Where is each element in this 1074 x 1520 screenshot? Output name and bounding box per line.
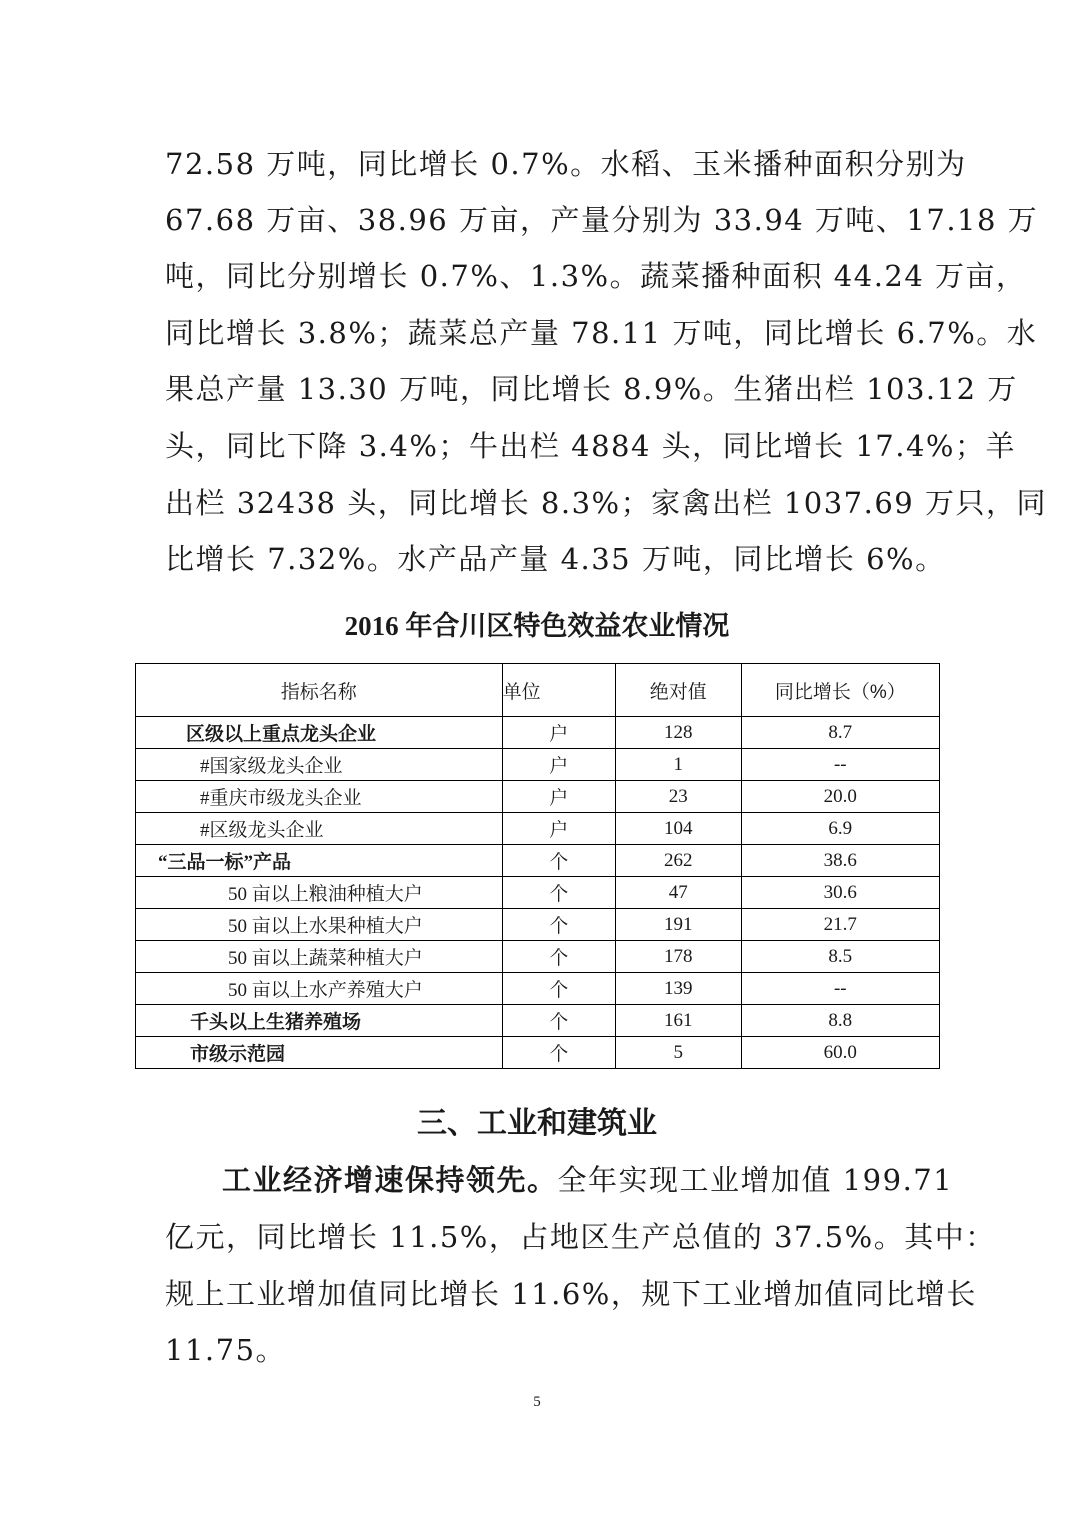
table-row [136, 941, 940, 973]
paragraph-line: 67.68 万亩、38.96 万亩，产量分别为 33.94 万吨、17.18 万 [165, 203, 1039, 237]
row-value: 191 [615, 909, 741, 941]
table-row [136, 1005, 940, 1037]
paragraph-line: 果总产量 13.30 万吨，同比增长 8.9%。生猪出栏 103.12 万 [165, 372, 1018, 406]
table-row [136, 717, 940, 749]
row-unit: 户 [502, 717, 615, 749]
paragraph-line: 比增长 7.32%。水产品产量 4.35 万吨，同比增长 6%。 [165, 542, 946, 576]
row-unit: 个 [502, 1005, 615, 1037]
page-number: 5 [533, 1394, 541, 1410]
row-unit: 户 [502, 749, 615, 781]
row-value: 47 [615, 877, 741, 909]
row-yoy: 20.0 [741, 781, 939, 813]
row-unit: 户 [502, 781, 615, 813]
row-unit: 个 [502, 909, 615, 941]
paragraph-line: 出栏 32438 头，同比增长 8.3%；家禽出栏 1037.69 万只，同 [165, 486, 1047, 520]
lead-sentence: 工业经济增速保持领先。 [222, 1163, 558, 1197]
row-unit: 个 [502, 845, 615, 877]
row-yoy: 6.9 [741, 813, 939, 845]
row-unit: 个 [502, 941, 615, 973]
paragraph-line [222, 1158, 953, 1199]
row-name: “三品一标”产品 [136, 845, 503, 877]
table-row [136, 813, 940, 845]
row-yoy: 60.0 [741, 1037, 939, 1069]
row-value: 262 [615, 845, 741, 877]
row-yoy: 8.7 [741, 717, 939, 749]
row-value: 23 [615, 781, 741, 813]
header-absolute-value: 绝对值 [615, 664, 741, 717]
row-value: 161 [615, 1005, 741, 1037]
row-unit: 户 [502, 813, 615, 845]
table-row [136, 877, 940, 909]
paragraph-text: 全年实现工业增加值 199.71 [557, 1163, 954, 1197]
section-heading: 三、工业和建筑业 [417, 1106, 657, 1141]
row-yoy: 21.7 [741, 909, 939, 941]
table-row [136, 973, 940, 1005]
row-name: 市级示范园 [136, 1037, 503, 1069]
paragraph-line: 72.58 万吨，同比增长 0.7%。水稻、玉米播种面积分别为 [165, 147, 967, 181]
paragraph-line: 同比增长 3.8%；蔬菜总产量 78.11 万吨，同比增长 6.7%。水 [165, 316, 1038, 350]
table-row [136, 781, 940, 813]
row-value: 5 [615, 1037, 741, 1069]
row-value: 128 [615, 717, 741, 749]
row-value: 1 [615, 749, 741, 781]
table-row [136, 1037, 940, 1069]
paragraph-line: 规上工业增加值同比增长 11.6%，规下工业增加值同比增长 [165, 1277, 977, 1311]
row-unit: 个 [502, 1037, 615, 1069]
table-row [136, 909, 940, 941]
paragraph-line: 吨，同比分别增长 0.7%、1.3%。蔬菜播种面积 44.24 万亩， [165, 259, 1027, 293]
table-title: 2016 年合川区特色效益农业情况 [344, 611, 730, 641]
row-yoy: 30.6 [741, 877, 939, 909]
header-yoy-growth: 同比增长（%） [741, 664, 939, 717]
row-unit: 个 [502, 877, 615, 909]
paragraph-line: 亿元，同比增长 11.5%，占地区生产总值的 37.5%。其中： [165, 1220, 996, 1254]
row-value: 178 [615, 941, 741, 973]
table-row [136, 749, 940, 781]
agriculture-table [135, 663, 940, 1069]
row-name: 区级以上重点龙头企业 [136, 717, 503, 749]
row-name: 千头以上生猪养殖场 [136, 1005, 503, 1037]
row-name: 50 亩以上蔬菜种植大户 [136, 941, 503, 973]
row-name: #重庆市级龙头企业 [136, 781, 503, 813]
row-yoy: -- [741, 749, 939, 781]
row-yoy: -- [741, 973, 939, 1005]
row-name: #国家级龙头企业 [136, 749, 503, 781]
row-yoy: 38.6 [741, 845, 939, 877]
row-name: 50 亩以上粮油种植大户 [136, 877, 503, 909]
row-yoy: 8.8 [741, 1005, 939, 1037]
paragraph-line: 头，同比下降 3.4%；牛出栏 4884 头，同比增长 17.4%；羊 [165, 429, 1016, 463]
header-indicator-name: 指标名称 [136, 664, 503, 717]
table-row [136, 845, 940, 877]
row-value: 139 [615, 973, 741, 1005]
table-header-row [136, 664, 940, 717]
row-name: 50 亩以上水果种植大户 [136, 909, 503, 941]
paragraph-line: 11.75。 [165, 1333, 287, 1367]
row-name: #区级龙头企业 [136, 813, 503, 845]
row-yoy: 8.5 [741, 941, 939, 973]
row-unit: 个 [502, 973, 615, 1005]
header-unit: 单位 [502, 664, 615, 717]
row-value: 104 [615, 813, 741, 845]
row-name: 50 亩以上水产养殖大户 [136, 973, 503, 1005]
